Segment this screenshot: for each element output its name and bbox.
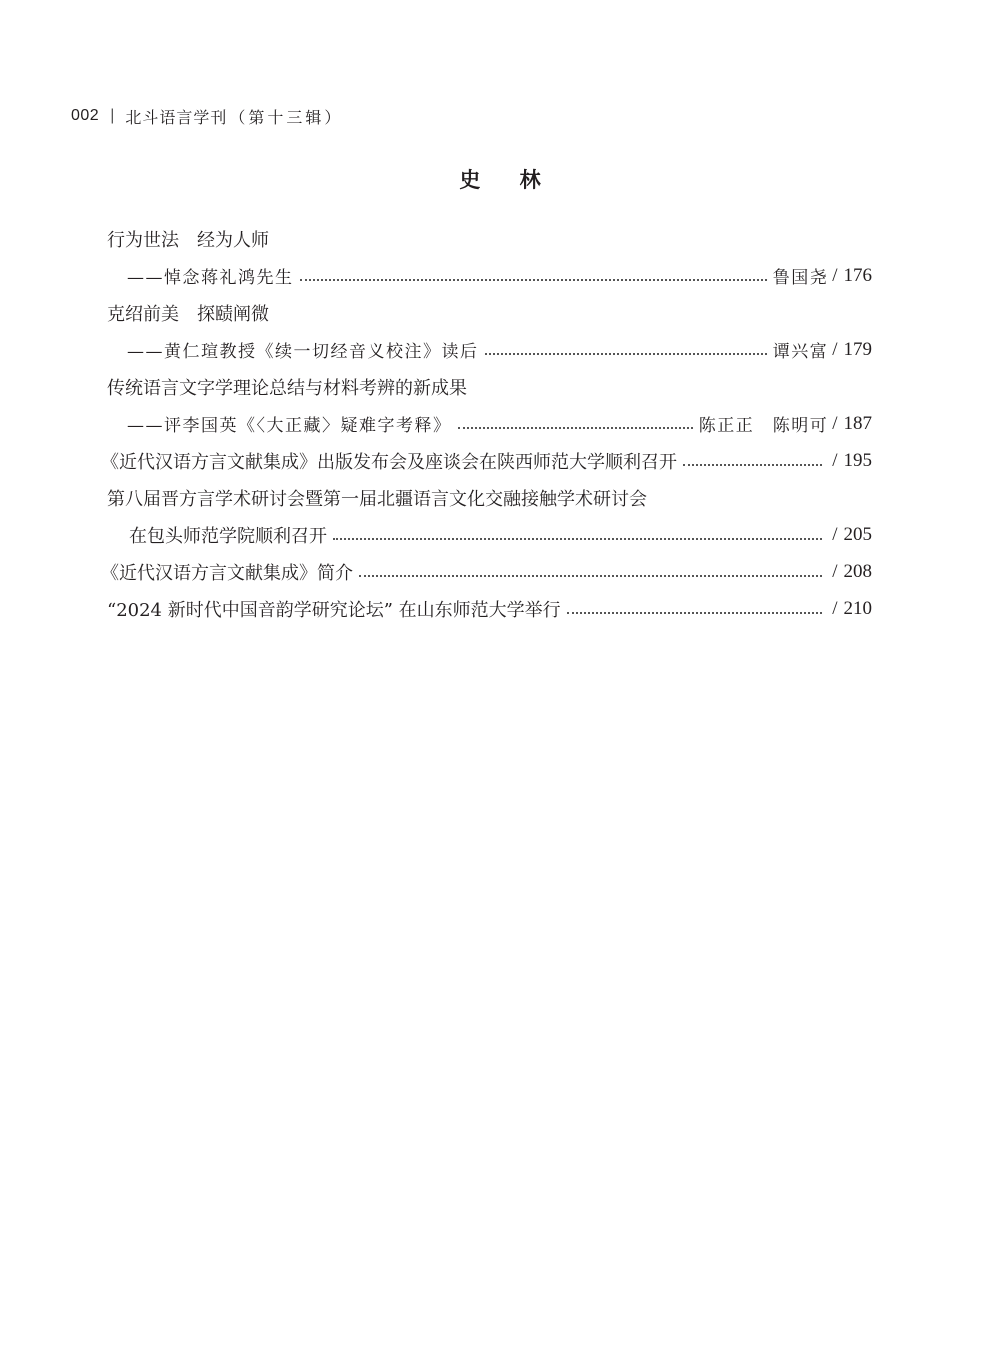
toc-entry-title bbox=[107, 220, 872, 257]
header-separator: | bbox=[110, 107, 115, 124]
toc-entry-line[interactable] bbox=[107, 405, 872, 442]
entry-title: 行为世法 经为人师 bbox=[107, 229, 269, 251]
toc-entry-line[interactable] bbox=[107, 516, 872, 553]
toc-entry-line[interactable] bbox=[101, 442, 872, 479]
entry-page: 176 bbox=[843, 264, 872, 286]
toc-entry-line[interactable] bbox=[107, 257, 872, 294]
journal-title: 北斗语言学刊 bbox=[125, 107, 228, 127]
entry-page: 208 bbox=[843, 560, 872, 582]
entry-title: 《近代汉语方言文献集成》简介 bbox=[101, 562, 353, 584]
entry-subtitle: ——评李国英《〈大正藏〉疑难字考释》 bbox=[127, 416, 452, 436]
dot-leader bbox=[683, 464, 822, 466]
dot-leader bbox=[567, 612, 823, 614]
entry-author: 谭兴富 bbox=[772, 342, 829, 362]
page-slash: / bbox=[832, 523, 838, 545]
entry-page: 187 bbox=[843, 412, 872, 434]
dot-leader bbox=[458, 427, 693, 429]
toc-entry-title bbox=[107, 479, 872, 516]
toc-entry-line[interactable] bbox=[101, 553, 872, 590]
issue-label: （第十三辑） bbox=[229, 107, 344, 127]
page-slash: / bbox=[832, 449, 838, 471]
entry-page: 195 bbox=[843, 449, 872, 471]
entry-title-continued: 在包头师范学院顺利召开 bbox=[129, 525, 327, 547]
entry-page: 205 bbox=[843, 523, 872, 545]
entry-title: “2024 新时代中国音韵学研究论坛” 在山东师范大学举行 bbox=[107, 599, 561, 621]
toc-entry-title bbox=[107, 294, 872, 331]
toc-entry-line[interactable] bbox=[107, 331, 872, 368]
toc-entry-title bbox=[107, 368, 872, 405]
entry-author: 鲁国尧 bbox=[772, 268, 829, 288]
dot-leader bbox=[333, 538, 822, 540]
entry-page: 210 bbox=[843, 597, 872, 619]
table-of-contents bbox=[101, 220, 872, 627]
entry-author: 陈正正 陈明可 bbox=[698, 416, 829, 436]
page-slash: / bbox=[832, 264, 838, 286]
entry-title: 克绍前美 探赜阐微 bbox=[107, 303, 269, 325]
dot-leader bbox=[359, 575, 822, 577]
entry-title: 第八届晋方言学术研讨会暨第一届北疆语言文化交融接触学术研讨会 bbox=[107, 488, 647, 510]
page-slash: / bbox=[832, 412, 838, 434]
section-title: 史 林 bbox=[459, 168, 557, 192]
toc-entry-line[interactable] bbox=[107, 590, 872, 627]
dot-leader bbox=[485, 353, 767, 355]
entry-title: 《近代汉语方言文献集成》出版发布会及座谈会在陕西师范大学顺利召开 bbox=[101, 451, 677, 473]
page-slash: / bbox=[832, 338, 838, 360]
entry-title: 传统语言文字学理论总结与材料考辨的新成果 bbox=[107, 377, 467, 399]
running-header bbox=[71, 104, 343, 128]
entry-subtitle: ——悼念蒋礼鸿先生 bbox=[127, 268, 294, 288]
dot-leader bbox=[300, 279, 767, 281]
entry-subtitle: ——黄仁瑄教授《续一切经音义校注》读后 bbox=[127, 342, 479, 362]
entry-page: 179 bbox=[843, 338, 872, 360]
page-number: 002 bbox=[71, 107, 100, 124]
page-slash: / bbox=[832, 597, 838, 619]
page-slash: / bbox=[832, 560, 838, 582]
